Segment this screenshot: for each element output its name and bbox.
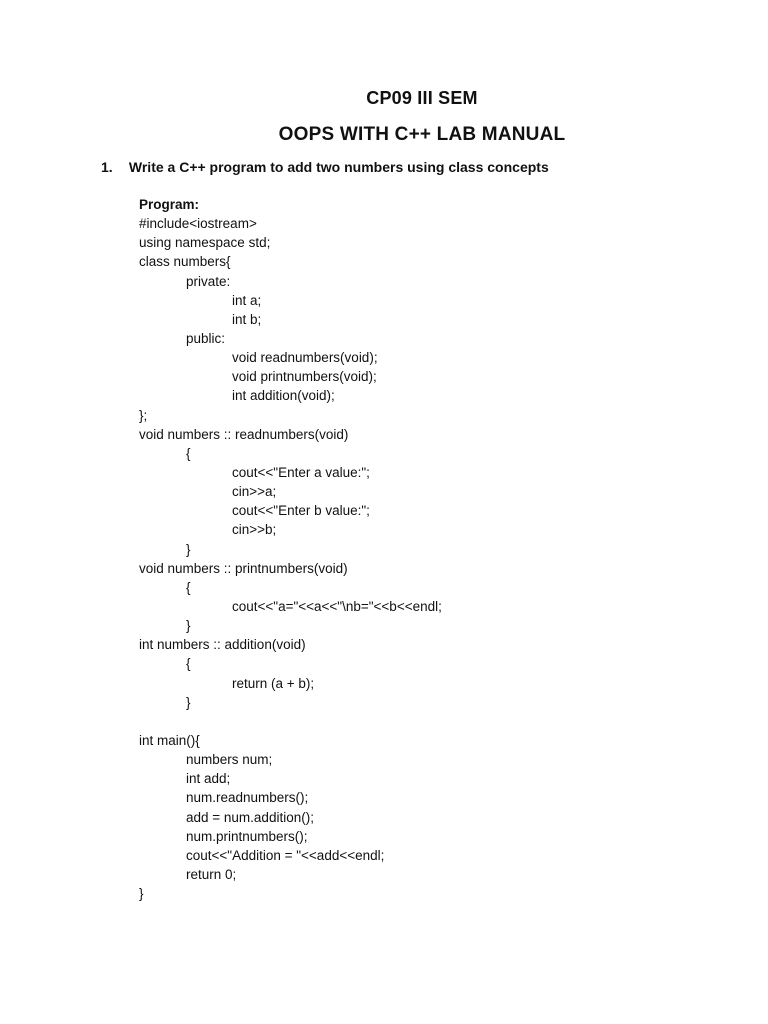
code-line: } [186, 618, 191, 634]
code-line: { [186, 445, 191, 461]
code-line: return (a + b); [232, 675, 315, 691]
code-line: numbers num; [186, 752, 273, 768]
code-line: cin>>a; [232, 484, 277, 500]
code-line: int main(){ [139, 732, 200, 748]
course-code-heading: CP09 III SEM [366, 88, 478, 108]
code-line [139, 712, 442, 731]
code-line: add = num.addition(); [186, 809, 314, 825]
code-line: }; [139, 407, 148, 423]
question-item [101, 159, 549, 175]
code-line: } [186, 694, 191, 710]
code-line: #include<iostream> [139, 216, 257, 232]
code-lines [139, 214, 442, 903]
question-number: 1. [101, 159, 113, 175]
code-line: int b; [232, 311, 262, 327]
code-line: class numbers{ [139, 254, 231, 270]
code-line: using namespace std; [139, 235, 271, 251]
code-line: int a; [232, 292, 262, 308]
code-line: cout<<"a="<<a<<"\nb="<<b<<endl; [232, 598, 442, 614]
code-line: int add; [186, 771, 231, 787]
code-line: } [186, 541, 191, 557]
program-label: Program: [139, 197, 200, 212]
code-line: int numbers :: addition(void) [139, 637, 306, 653]
code-line: public: [186, 330, 226, 346]
question-text: Write a C++ program to add two numbers using class concepts [128, 159, 549, 175]
code-line: void numbers :: printnumbers(void) [139, 560, 348, 576]
manual-title-heading: OOPS WITH C++ LAB MANUAL [278, 124, 566, 145]
code-line: num.readnumbers(); [186, 790, 309, 806]
code-line: private: [186, 273, 231, 289]
code-line: num.printnumbers(); [186, 828, 308, 844]
code-line: } [139, 886, 144, 902]
code-line: { [186, 656, 191, 672]
code-line: { [186, 579, 191, 595]
code-line: cout<<"Enter a value:"; [232, 464, 370, 480]
code-line: int addition(void); [232, 388, 335, 404]
program-code-block [139, 195, 442, 903]
code-line: cout<<"Enter b value:"; [232, 503, 370, 519]
code-line: cout<<"Addition = "<<add<<endl; [186, 847, 385, 863]
code-line: return 0; [186, 866, 237, 882]
code-line: void numbers :: readnumbers(void) [139, 426, 349, 442]
code-line: void printnumbers(void); [232, 369, 377, 385]
code-line: cin>>b; [232, 522, 277, 538]
code-line: void readnumbers(void); [232, 350, 378, 366]
